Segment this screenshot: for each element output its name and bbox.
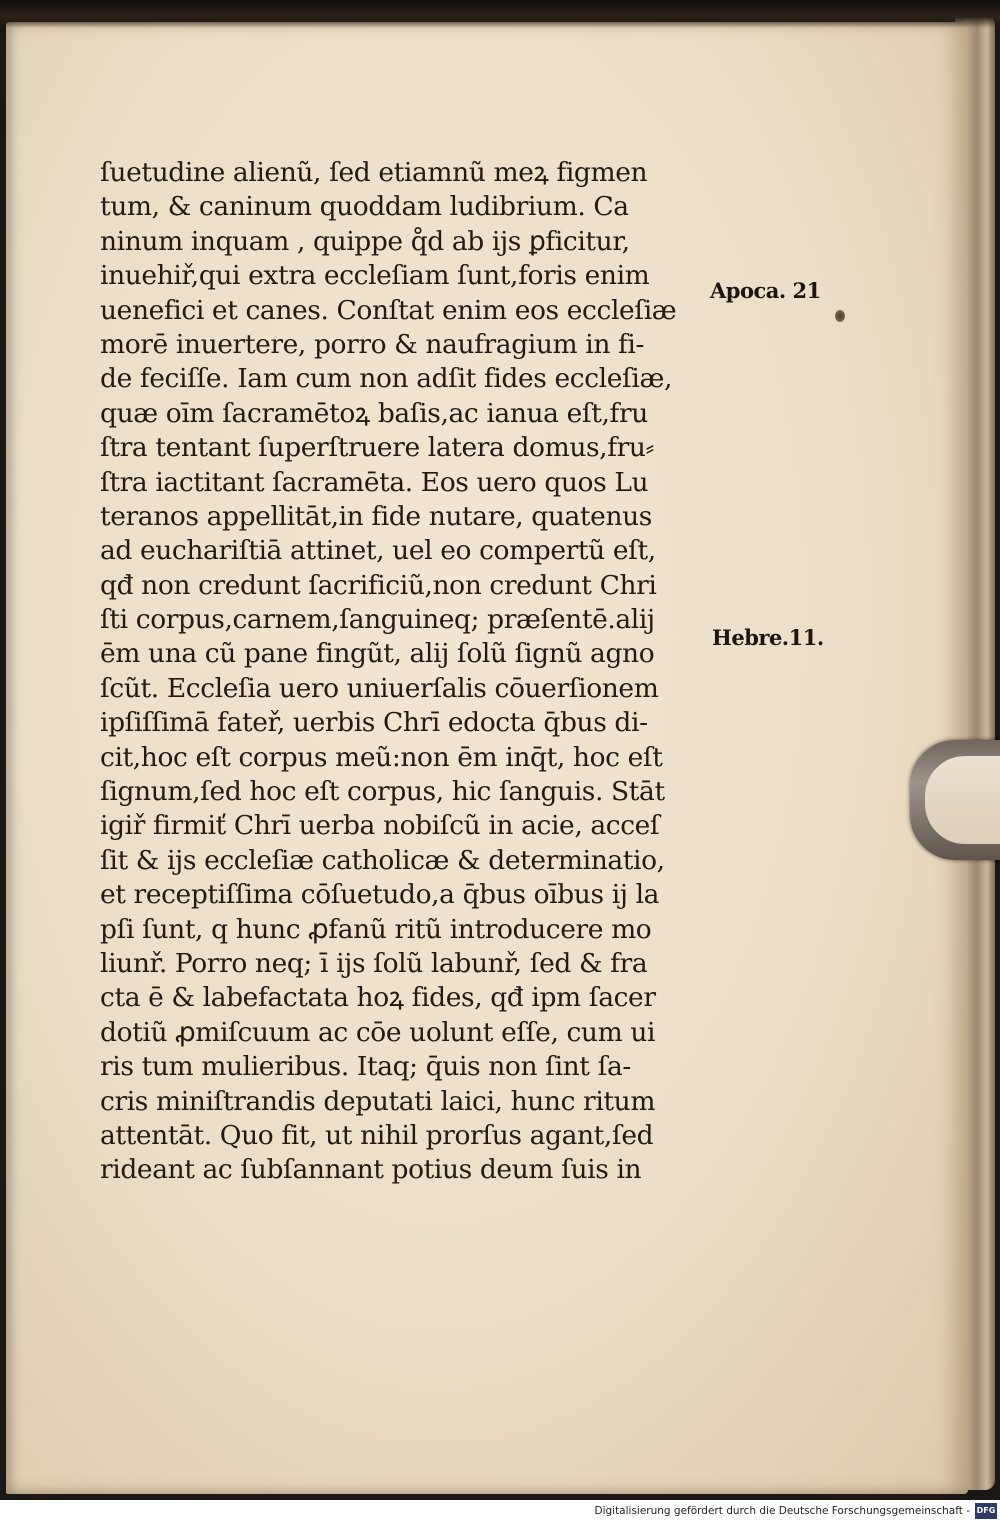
text-line: cit,hoc eſt corpus meũ:non ēm inq̄t, hoc eſt [100,741,663,773]
clasp-opening [925,756,1000,844]
marginal-note-hebrews: Hebre.11. [712,625,824,650]
text-line: ſignum,ſed hoc eſt corpus, hic ſanguis. Stāt [100,776,665,808]
text-line: igiř firmiť Chrī uerba nobiſcũ in acie, acceſ [100,810,660,842]
text-line: ad euchariſtiā attinet, uel eo compertũ eſt, [100,535,656,567]
text-line: teranos appellitāt,in fide nutare, quatenus [100,500,652,532]
text-line: ipſiſſimā fateř, uerbis Chrī edocta q̄bus di- [100,707,648,739]
text-line: dotiũ ꝓmiſcuum ac cōe uolunt eſſe, cum ui [100,1016,656,1048]
text-line: cta ē & labefactata hoꝝ fides, qđ ipm ſacer [100,982,656,1014]
text-line: morē inuertere, porro & naufragium in fi- [100,328,645,360]
text-line: liunř. Porro neq; ī ijs ſolũ labunř, ſed & fra [100,947,648,979]
text-line: tum, & caninum quoddam ludibrium. Ca [100,191,629,223]
text-line: ris tum mulieribus. Itaq; q̄uis non ſint ſa- [100,1051,631,1083]
text-line: rideant ac ſubſannant potius deum ſuis in [100,1154,642,1186]
text-line: et receptiſſima cōſuetudo,a q̄bus oībus ij la [100,879,660,911]
text-line: ſit & ijs eccleſiæ catholicæ & determinatio, [100,844,665,876]
text-line: quæ oīm ſacramētoꝝ baſis,ac ianua eſt,fru [100,397,648,429]
text-line: pſi ſunt, q hunc ꝓfanũ ritũ introducere mo [100,913,652,945]
text-line: uenefici et canes. Conſtat enim eos eccleſiæ [100,294,677,326]
text-line: attentāt. Quo fit, ut nihil prorſus agant,ſed [100,1119,654,1151]
text-line: de feciſſe. Iam cum non adſit fides eccleſiæ, [100,363,673,395]
text-line: ninum inquam , quippe q̊d ab ijs ꝑficitur, [100,225,630,257]
text-line: ſcũt. Eccleſia uero uniuerſalis cōuerſionem [100,672,659,704]
paper-wormhole [835,310,845,322]
main-text-block [100,156,712,1188]
text-line: ſtra iactitant ſacramēta. Eos uero quos Lu [100,466,649,498]
footer-credit-text: Digitalisierung gefördert durch die Deutsche Forschungsgemeinschaft - [594,1505,970,1517]
text-line: inuehiř,qui extra eccleſiam ſunt,foris enim [100,260,650,292]
text-line: qđ non credunt ſacrificiũ,non credunt Chri [100,569,657,601]
dfg-logo: DFG [975,1503,997,1519]
text-line: ēm una cũ pane fingũt, alij ſolũ ſignũ agno [100,638,655,670]
marginal-note-apocalypse: Apoca. 21 [710,278,821,303]
text-line: ſti corpus,carnem,ſanguineq; præſentē.alij [100,604,655,636]
binding-shadow [0,0,1000,28]
text-line: cris miniſtrandis deputati laici, hunc ritum [100,1085,656,1117]
digitization-footer [0,1500,1000,1525]
text-line: ſtra tentant ſuperſtruere latera domus,fru⸗ [100,432,654,464]
text-line: ſuetudine alienũ, ſed etiamnũ meꝝ figmen [100,157,648,188]
